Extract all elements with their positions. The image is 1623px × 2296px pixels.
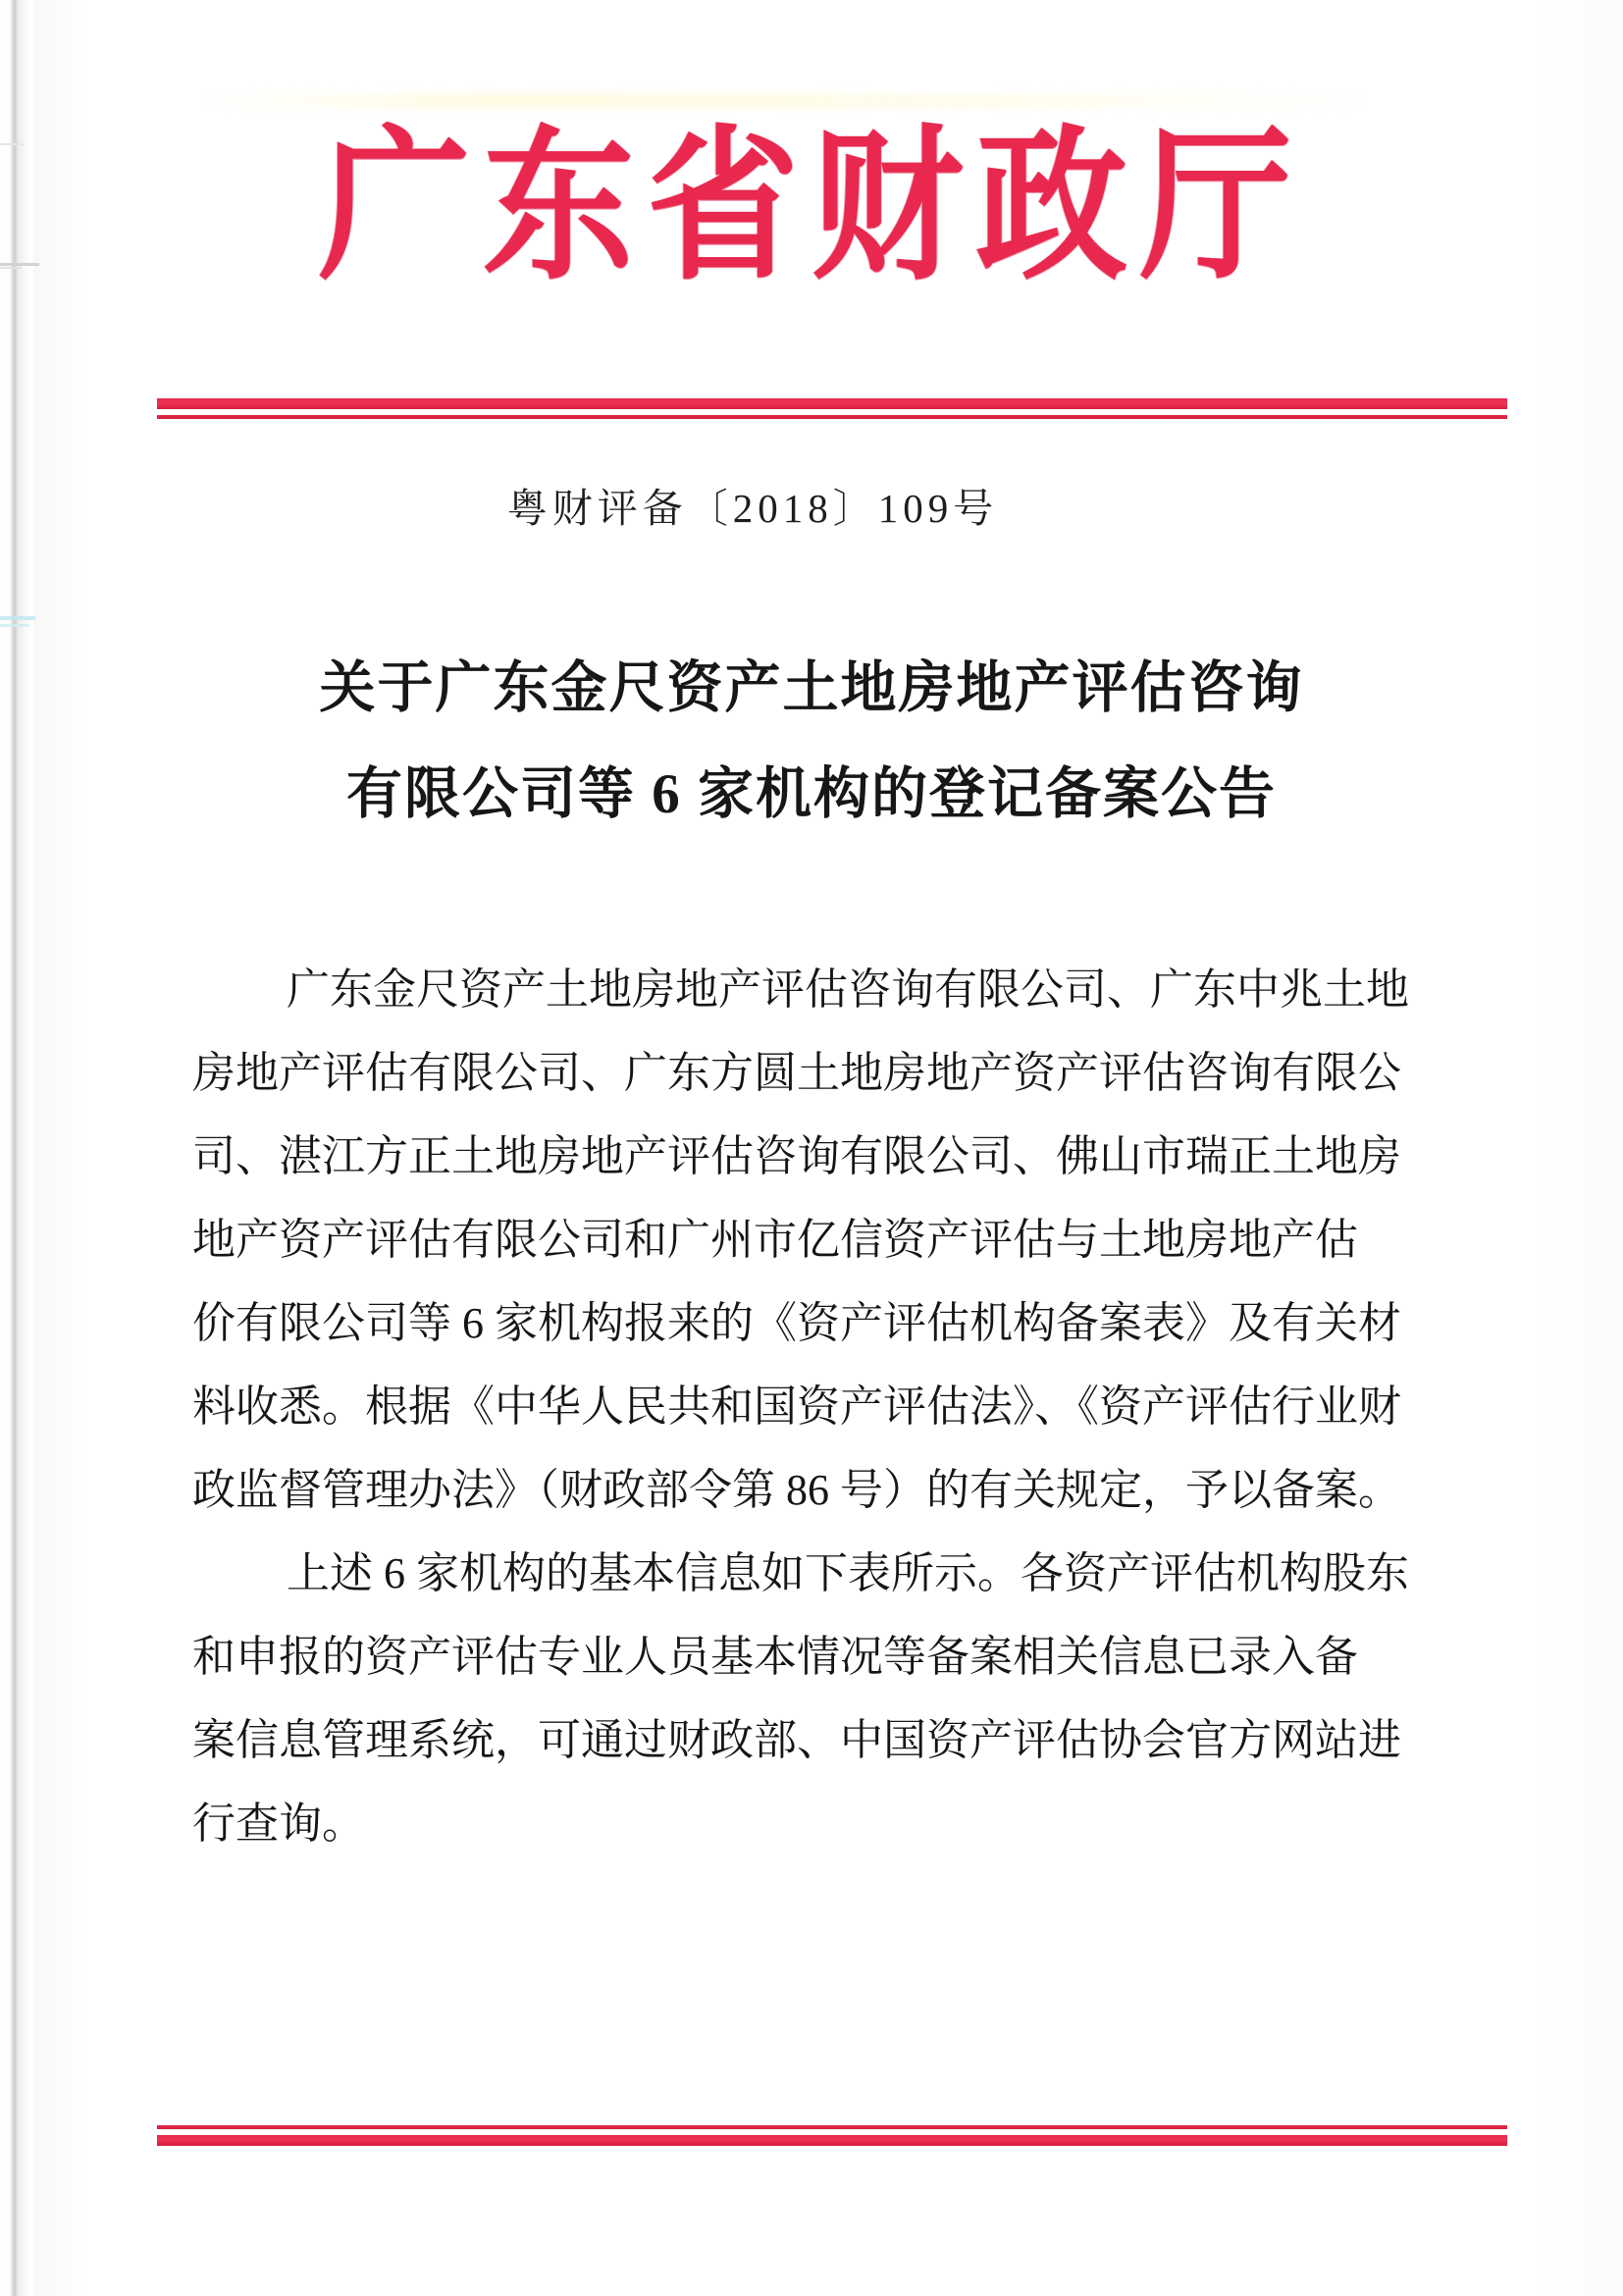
header-red-rule: [157, 398, 1507, 419]
footer-red-rule: [157, 2125, 1507, 2146]
body-paragraph-2-line-4: 行查询。: [192, 1800, 365, 1848]
document-title-line-1: 关于广东金尺资产土地房地产评估咨询: [319, 657, 1304, 719]
body-paragraph-2-line-3: 案信息管理系统，可通过财政部、中国资产评估协会官方网站进: [192, 1716, 1401, 1764]
footer-rule-thick: [157, 2135, 1507, 2146]
scan-left-edge-artifact: [0, 0, 33, 2296]
body-paragraph-1-line-4: 地产资产评估有限公司和广州市亿信资产评估与土地房地产估: [192, 1216, 1358, 1264]
scan-speck-cyan: [0, 616, 35, 620]
scan-speck-cyan-2: [0, 624, 29, 627]
header-rule-thick: [157, 398, 1507, 409]
header-rule-thin: [157, 415, 1507, 419]
document-title: [147, 636, 1476, 848]
body-paragraph-1-line-2: 房地产评估有限公司、广东方圆土地房地产资产评估咨询有限公: [192, 1049, 1401, 1097]
document-serial-number: 粤财评备〔2018〕109号: [506, 486, 999, 531]
body-paragraph-1-line-3: 司、湛江方正土地房地产评估咨询有限公司、佛山市瑞正土地房: [192, 1132, 1401, 1180]
issuing-authority-title: 广东省财政厅: [318, 117, 1305, 299]
body-paragraph-2-line-2: 和申报的资产评估专业人员基本情况等备案相关信息已录入备: [192, 1633, 1358, 1681]
body-paragraph-2-line-1: 上述 6 家机构的基本信息如下表所示。各资产评估机构股东: [287, 1549, 1409, 1597]
document-body: [192, 948, 1468, 1865]
masthead: [0, 117, 1623, 299]
body-paragraph-1-line-7: 政监督管理办法》（财政部令第 86 号）的有关规定，予以备案。: [192, 1466, 1401, 1514]
body-paragraph-1-line-1: 广东金尺资产土地房地产评估咨询有限公司、广东中兆土地: [287, 965, 1409, 1014]
body-paragraph-1-line-6: 料收悉。根据《中华人民共和国资产评估法》、《资产评估行业财: [192, 1383, 1401, 1431]
body-paragraph-1-line-5: 价有限公司等 6 家机构报来的《资产评估机构备案表》及有关材: [192, 1299, 1401, 1347]
scan-paper-tint: [206, 94, 1364, 108]
document-title-line-2: 有限公司等 6 家机构的登记备案公告: [346, 763, 1277, 825]
